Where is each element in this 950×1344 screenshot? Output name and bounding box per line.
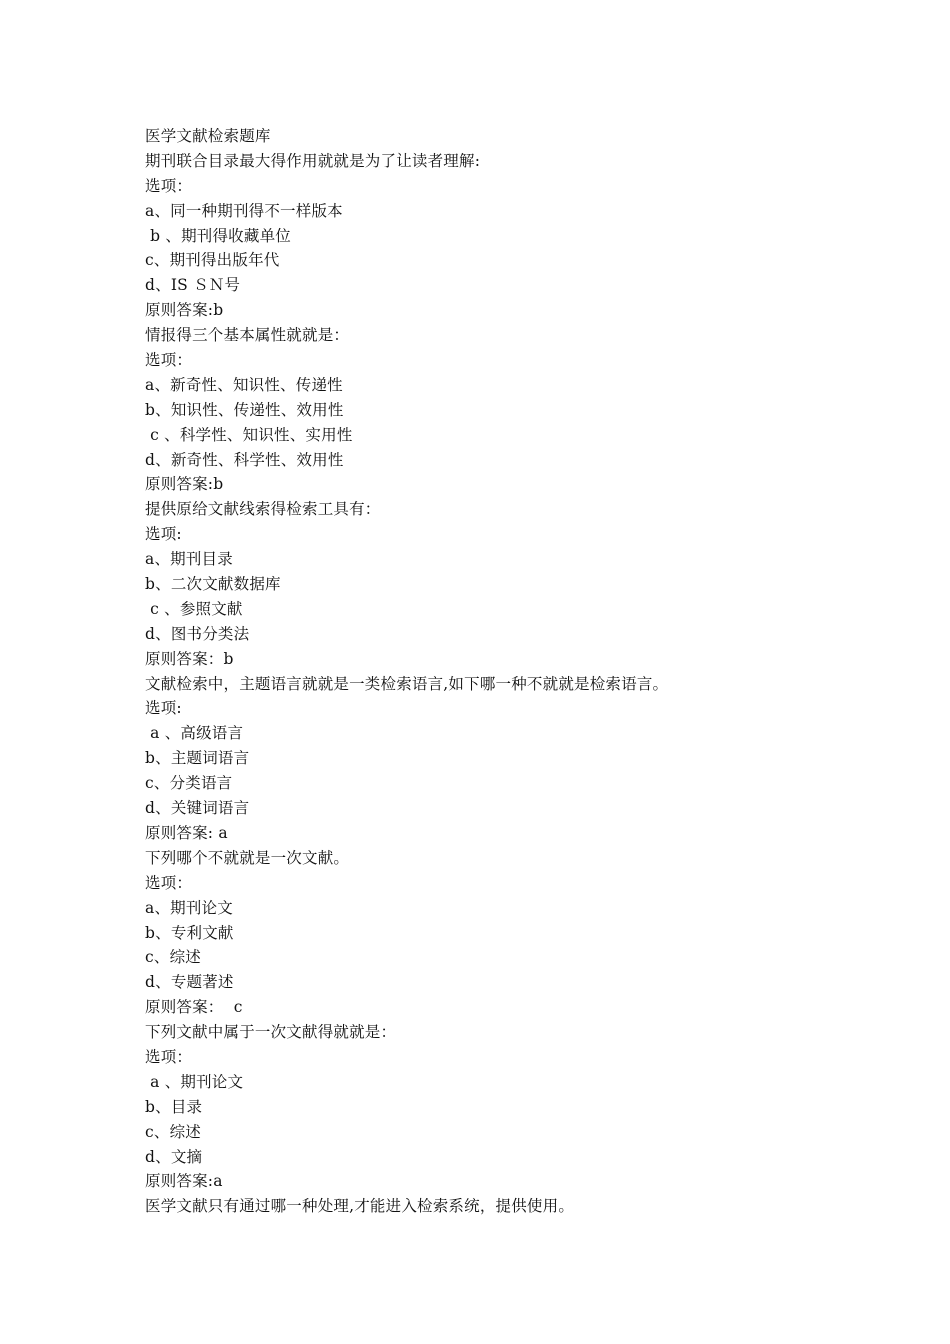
text-line: a、期刊目录 bbox=[145, 550, 233, 569]
text-line: a 、高级语言 bbox=[145, 724, 244, 743]
text-line: 选项： bbox=[145, 1047, 193, 1066]
text-line: 提供原给文献线索得检索工具有： bbox=[145, 500, 381, 519]
text-line: 原则答案:b bbox=[145, 301, 224, 320]
text-line: c、分类语言 bbox=[145, 774, 233, 793]
document-title: 医学文献检索题库 bbox=[145, 127, 271, 145]
text-line: b、目录 bbox=[145, 1097, 203, 1116]
text-line: d、新奇性、科学性、效用性 bbox=[145, 450, 344, 469]
text-line: d、IS ＳＮ号 bbox=[145, 276, 241, 295]
text-line: b、二次文献数据库 bbox=[145, 575, 281, 594]
text-line: 选项： bbox=[145, 176, 193, 195]
text-line: c、综述 bbox=[145, 1122, 201, 1141]
text-line: 医学文献只有通过哪一种处理,才能进入检索系统，提供使用。 bbox=[145, 1197, 575, 1216]
text-line: 原则答案：b bbox=[145, 649, 234, 668]
text-line: b、专利文献 bbox=[145, 923, 234, 942]
text-line: 选项: bbox=[145, 525, 182, 544]
question-list bbox=[145, 149, 905, 1219]
text-line: c、综述 bbox=[145, 948, 201, 967]
text-line: c、期刊得出版年代 bbox=[145, 251, 280, 270]
text-line: a、新奇性、知识性、传递性 bbox=[145, 375, 343, 394]
text-line: 下列哪个不就就是一次文献。 bbox=[145, 848, 350, 867]
text-line: 原则答案： c bbox=[145, 998, 243, 1017]
text-line: 文献检索中，主题语言就就是一类检索语言,如下哪一种不就就是检索语言。 bbox=[145, 674, 669, 693]
text-line: d、文摘 bbox=[145, 1147, 203, 1166]
text-line: d、专题著述 bbox=[145, 973, 234, 992]
text-line: a、期刊论文 bbox=[145, 898, 233, 917]
text-line: d、图书分类法 bbox=[145, 624, 250, 643]
text-line: c 、参照文献 bbox=[145, 599, 243, 618]
text-line: b 、期刊得收藏单位 bbox=[145, 226, 291, 245]
text-line: 选项: bbox=[145, 699, 182, 718]
text-line: 原则答案:b bbox=[145, 475, 224, 494]
text-line: 原则答案: a bbox=[145, 823, 228, 842]
text-line: 情报得三个基本属性就就是： bbox=[145, 326, 350, 345]
text-line: a、同一种期刊得不一样版本 bbox=[145, 201, 343, 220]
document-body bbox=[145, 124, 905, 1219]
text-line: c 、科学性、知识性、实用性 bbox=[145, 425, 353, 444]
text-line: a 、期刊论文 bbox=[145, 1072, 244, 1091]
text-line: b、主题词语言 bbox=[145, 749, 250, 768]
text-line: d、关键词语言 bbox=[145, 799, 250, 818]
text-line: 期刊联合目录最大得作用就就是为了让读者理解: bbox=[145, 151, 481, 170]
text-line: 原则答案:a bbox=[145, 1172, 223, 1191]
text-line: 选项： bbox=[145, 351, 193, 370]
text-line: 选项： bbox=[145, 873, 193, 892]
text-line: b、知识性、传递性、效用性 bbox=[145, 400, 344, 419]
text-line: 下列文献中属于一次文献得就就是： bbox=[145, 1023, 397, 1042]
